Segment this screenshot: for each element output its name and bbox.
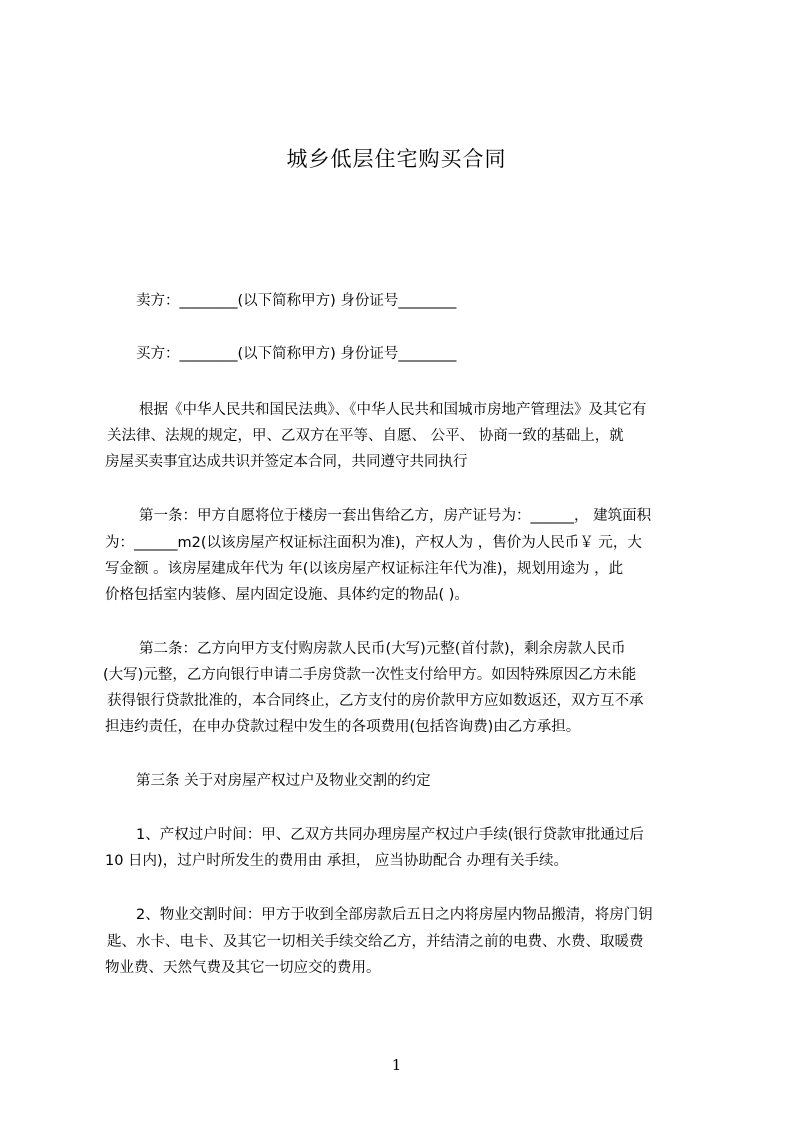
article1-line: 写金额 。该房屋建成年代为 年(以该房屋产权证标注年代为准)，规划用途为 ，此 [105,561,624,577]
clause1-line: 10 日内)，过户时所发生的费用由 承担， 应当协助配合 办理有关手续。 [105,853,569,869]
article2-line: 第二条：乙方向甲方支付购房款人民币(大写)元整(首付款)，剩余房款人民币 [139,641,626,657]
article2-line: 担违约责任，在申办贷款过程中发生的各项费用(包括咨询费)由乙方承担。 [105,719,581,735]
article2-line: (大写)元整，乙方向银行申请二手房贷款一次性支付给甲方。如因特殊原因乙方未能 [103,667,637,683]
preamble-line: 关法律、法规的规定，甲、乙双方在平等、自愿、 公平、 协商一致的基础上，就 [107,428,624,444]
page-number: 1 [391,1056,402,1074]
preamble-line: 根据《中华人民共和国民法典》、《中华人民共和国城市房地产管理法》及其它有 [139,402,647,418]
article1-line: 为：______m2(以该房屋产权证标注面积为准)，产权人为 ，售价为人民币￥ 元，大 [105,535,642,551]
document-title: 城乡低层住宅购买合同 [286,147,507,171]
seller-line: 卖方：________(以下简称甲方) 身份证号________ [136,293,457,309]
article1-line: 第一条：甲方自愿将位于楼房一套出售给乙方，房产证号为：______， 建筑面积 [139,508,652,524]
article2-line: 获得银行贷款批准的，本合同终止，乙方支付的房价款甲方应如数返还，双方互不承 [107,693,644,709]
clause2-line: 2、物业交割时间：甲方于收到全部房款后五日之内将房屋内物品搬清，将房门钥 [136,907,653,923]
clause2-line: 匙、水卡、电卡、及其它一切相关手续交给乙方，并结清之前的电费、水费、取暖费 [107,934,644,950]
article1-line: 价格包括室内装修、屋内固定设施、具体约定的物品( )。 [105,587,469,603]
clause2-line: 物业费、天然气费及其它一切应交的费用。 [105,960,381,976]
buyer-line: 买方：________(以下简称甲方) 身份证号________ [136,346,457,362]
article3-heading: 第三条 关于对房屋产权过户及物业交割的约定 [136,773,431,789]
preamble-line: 房屋买卖事宜达成共识并签定本合同，共同遵守共同执行 [105,454,468,470]
clause1-line: 1、产权过户时间：甲、乙双方共同办理房屋产权过户手续(银行贷款审批通过后 [136,827,644,843]
